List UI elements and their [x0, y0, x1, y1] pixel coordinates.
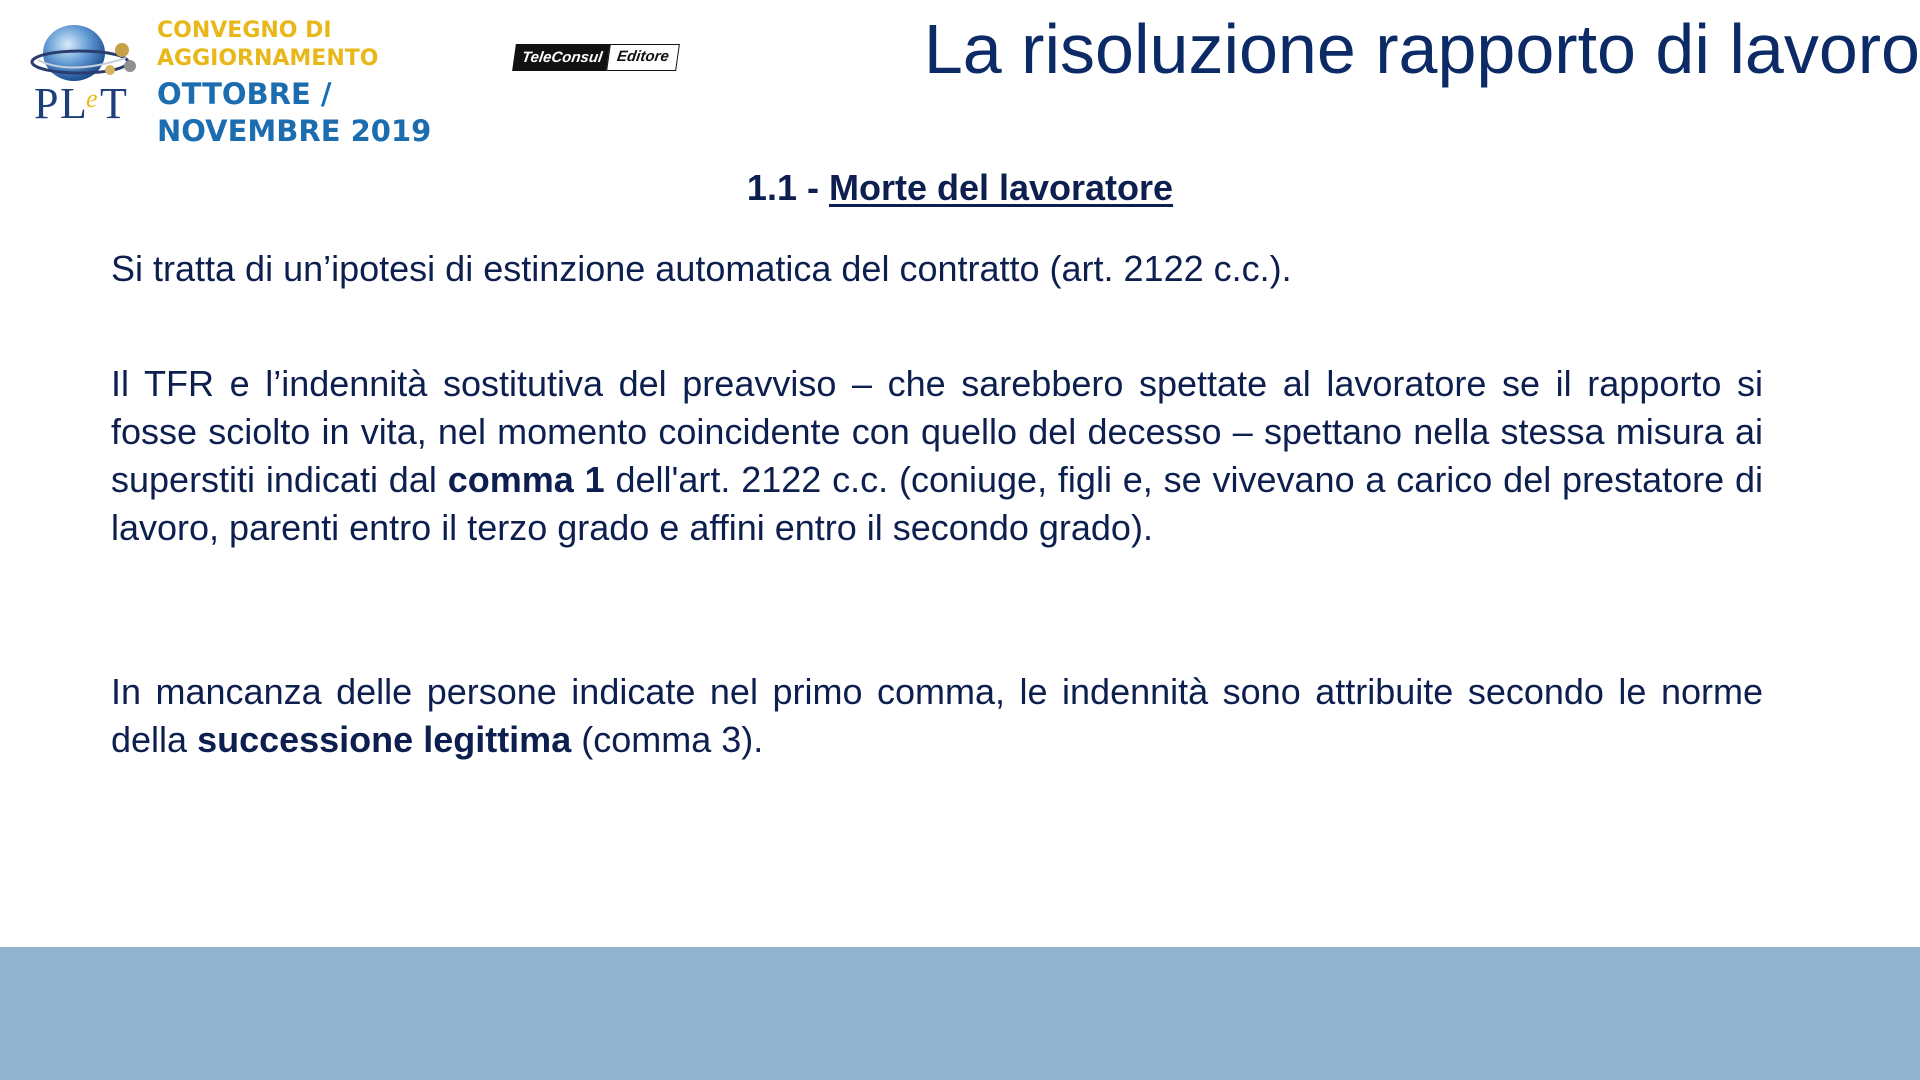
paragraph-3-text-b: (comma 3).	[571, 719, 764, 760]
publisher-logo	[514, 44, 678, 71]
globe-logo-icon	[30, 14, 156, 124]
paragraph-3-text-a: In mancanza delle persone indicate nel primo comma, le indennità sono attribuite secondo le norme della	[111, 671, 1763, 760]
publisher-name: TeleConsul	[512, 44, 612, 71]
event-name-line1: CONVEGNO DI	[157, 18, 332, 43]
event-name-line2: AGGIORNAMENTO	[157, 46, 379, 71]
paragraph-2-text-b: dell'art. 2122 c.c. (coniuge, figli e, se vivevano a carico del prestatore di lavoro, parenti entro il terzo grado e affini entro il secondo grado).	[111, 459, 1764, 548]
paragraph-2	[111, 360, 1763, 552]
svg-text:T: T	[100, 79, 127, 124]
paragraph-3-emphasis: successione legittima	[197, 719, 572, 760]
paragraph-1	[111, 245, 1763, 293]
svg-text:L: L	[60, 79, 87, 124]
section-heading	[0, 165, 1920, 211]
slide-title: La risoluzione rapporto di lavoro	[923, 10, 1920, 88]
publisher-suffix: Editore	[606, 44, 679, 71]
paragraph-2-emphasis: comma 1	[447, 459, 605, 500]
section-number: 1.1 -	[746, 167, 829, 208]
svg-text:P: P	[34, 79, 59, 124]
event-date-line1: OTTOBRE /	[157, 77, 332, 111]
footer-band	[0, 947, 1920, 1080]
plet-logo	[30, 14, 156, 124]
paragraph-3	[111, 668, 1763, 764]
paragraph-2-text-a: Il TFR e l’indennità sostitutiva del preavviso – che sarebbero spettate al lavoratore se il rapporto si fosse sciolto in vita, nel momento coincidente con quello del decesso – spettano nella stessa misura ai superstiti indicati dal	[111, 363, 1763, 500]
paragraph-1-text: Si tratta di un’ipotesi di estinzione automatica del contratto (art. 2122 c.c.).	[111, 248, 1292, 289]
svg-text:e: e	[86, 84, 98, 113]
section-name: Morte del lavoratore	[828, 167, 1174, 208]
event-date-line2: NOVEMBRE 2019	[157, 114, 432, 148]
